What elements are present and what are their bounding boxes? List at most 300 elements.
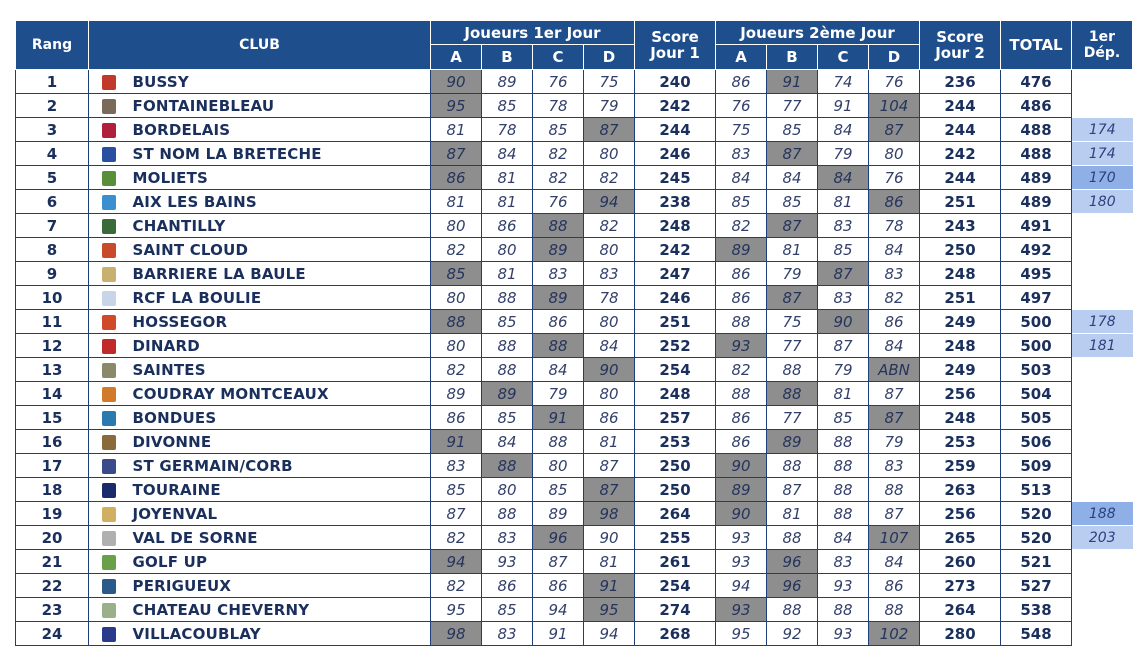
day1-score-d: 90: [584, 358, 635, 382]
table-row: [16, 310, 1133, 334]
day2-score-d: 87: [869, 382, 920, 406]
day1-score-b: 85: [482, 310, 533, 334]
total-score: 489: [1001, 166, 1072, 190]
day1-score-c: 82: [533, 166, 584, 190]
day1-score-b: 93: [482, 550, 533, 574]
score-day1: 248: [635, 382, 716, 406]
day1-score-c: 79: [533, 382, 584, 406]
total-score: 504: [1001, 382, 1072, 406]
day2-score-a: 90: [716, 454, 767, 478]
day2-score-a: 76: [716, 94, 767, 118]
club-logo-cell: [89, 454, 129, 478]
score-day1: 242: [635, 238, 716, 262]
club-name: MOLIETS: [129, 166, 431, 190]
club-name: SAINTES: [129, 358, 431, 382]
day1-score-c: 88: [533, 430, 584, 454]
club-logo-cell: [89, 118, 129, 142]
club-name: CHATEAU CHEVERNY: [129, 598, 431, 622]
club-crest-icon: [102, 219, 116, 234]
score-day2: 244: [920, 166, 1001, 190]
day2-score-a: 83: [716, 142, 767, 166]
day1-score-c: 82: [533, 142, 584, 166]
club-name: DIVONNE: [129, 430, 431, 454]
day2-score-c: 90: [818, 310, 869, 334]
club-logo-cell: [89, 94, 129, 118]
club-logo-cell: [89, 166, 129, 190]
club-logo-cell: [89, 574, 129, 598]
day2-score-d: 107: [869, 526, 920, 550]
first-dep-value: 181: [1072, 334, 1133, 358]
day1-score-a: 91: [431, 430, 482, 454]
day1-score-a: 82: [431, 574, 482, 598]
day1-score-a: 86: [431, 406, 482, 430]
club-logo-cell: [89, 502, 129, 526]
table-body: [16, 70, 1133, 646]
day2-score-b: 91: [767, 70, 818, 94]
club-crest-icon: [102, 315, 116, 330]
rank-cell: 6: [16, 190, 89, 214]
score-day2: 248: [920, 334, 1001, 358]
score-day2: 248: [920, 262, 1001, 286]
day1-score-c: 85: [533, 118, 584, 142]
day2-score-c: 84: [818, 526, 869, 550]
rank-cell: 4: [16, 142, 89, 166]
table-row: [16, 598, 1133, 622]
day1-score-d: 79: [584, 94, 635, 118]
day1-score-d: 80: [584, 142, 635, 166]
club-name: JOYENVAL: [129, 502, 431, 526]
day2-score-c: 87: [818, 262, 869, 286]
first-dep-value: [1072, 382, 1133, 406]
day2-score-c: 83: [818, 214, 869, 238]
day2-score-d: 104: [869, 94, 920, 118]
club-logo-cell: [89, 214, 129, 238]
first-dep-value: 203: [1072, 526, 1133, 550]
day2-score-d: 88: [869, 598, 920, 622]
header-d2-a: A: [716, 45, 767, 70]
club-name: ST GERMAIN/CORB: [129, 454, 431, 478]
rank-cell: 7: [16, 214, 89, 238]
club-crest-icon: [102, 627, 116, 642]
total-score: 505: [1001, 406, 1072, 430]
club-crest-icon: [102, 171, 116, 186]
total-score: 521: [1001, 550, 1072, 574]
score-day2: 244: [920, 94, 1001, 118]
day1-score-a: 80: [431, 214, 482, 238]
score-day2: 253: [920, 430, 1001, 454]
score-day1: 242: [635, 94, 716, 118]
club-crest-icon: [102, 387, 116, 402]
rank-cell: 22: [16, 574, 89, 598]
club-name: HOSSEGOR: [129, 310, 431, 334]
score-day1: 253: [635, 430, 716, 454]
score-day1: 250: [635, 454, 716, 478]
day1-score-a: 83: [431, 454, 482, 478]
score-day1: 264: [635, 502, 716, 526]
day2-score-b: 81: [767, 502, 818, 526]
total-score: 520: [1001, 502, 1072, 526]
rank-cell: 23: [16, 598, 89, 622]
day1-score-c: 96: [533, 526, 584, 550]
first-dep-value: [1072, 238, 1133, 262]
first-dep-value: 178: [1072, 310, 1133, 334]
first-dep-value: [1072, 94, 1133, 118]
day1-score-b: 81: [482, 190, 533, 214]
day2-score-d: 86: [869, 574, 920, 598]
score-day1: 274: [635, 598, 716, 622]
day2-score-a: 86: [716, 70, 767, 94]
day2-score-d: 83: [869, 454, 920, 478]
table-row: [16, 502, 1133, 526]
day2-score-b: 88: [767, 598, 818, 622]
day1-score-d: 94: [584, 622, 635, 646]
first-dep-value: [1072, 214, 1133, 238]
rank-cell: 15: [16, 406, 89, 430]
day2-score-b: 87: [767, 286, 818, 310]
total-score: 520: [1001, 526, 1072, 550]
day1-score-c: 94: [533, 598, 584, 622]
first-dep-value: [1072, 70, 1133, 94]
total-score: 488: [1001, 118, 1072, 142]
day1-score-d: 90: [584, 526, 635, 550]
club-crest-icon: [102, 435, 116, 450]
rank-cell: 8: [16, 238, 89, 262]
day2-score-a: 82: [716, 214, 767, 238]
score-day2: 251: [920, 190, 1001, 214]
day2-score-b: 85: [767, 190, 818, 214]
total-score: 492: [1001, 238, 1072, 262]
club-name: VILLACOUBLAY: [129, 622, 431, 646]
score-day1: 257: [635, 406, 716, 430]
day2-score-c: 88: [818, 478, 869, 502]
club-crest-icon: [102, 147, 116, 162]
score-day2: 244: [920, 118, 1001, 142]
day2-score-c: 81: [818, 382, 869, 406]
day2-score-a: 86: [716, 286, 767, 310]
club-logo-cell: [89, 286, 129, 310]
table-row: [16, 70, 1133, 94]
first-dep-value: 180: [1072, 190, 1133, 214]
day2-score-c: 83: [818, 550, 869, 574]
day2-score-a: 95: [716, 622, 767, 646]
header-first-dep: [1072, 21, 1133, 70]
club-crest-icon: [102, 363, 116, 378]
day2-score-c: 84: [818, 118, 869, 142]
total-score: 488: [1001, 142, 1072, 166]
rank-cell: 24: [16, 622, 89, 646]
day1-score-c: 87: [533, 550, 584, 574]
score-day2: 243: [920, 214, 1001, 238]
first-dep-value: [1072, 598, 1133, 622]
table-row: [16, 286, 1133, 310]
total-score: 527: [1001, 574, 1072, 598]
rank-cell: 10: [16, 286, 89, 310]
day2-score-c: 88: [818, 454, 869, 478]
table-row: [16, 574, 1133, 598]
table-row: [16, 166, 1133, 190]
club-crest-icon: [102, 579, 116, 594]
day2-score-d: 86: [869, 310, 920, 334]
total-score: 497: [1001, 286, 1072, 310]
day2-score-a: 90: [716, 502, 767, 526]
table-row: [16, 382, 1133, 406]
club-logo-cell: [89, 382, 129, 406]
day2-score-d: 84: [869, 334, 920, 358]
score-day2: 264: [920, 598, 1001, 622]
table-row: [16, 262, 1133, 286]
club-crest-icon: [102, 459, 116, 474]
header-score-day2-line2: Jour 2: [935, 44, 985, 62]
club-crest-icon: [102, 507, 116, 522]
rank-cell: 17: [16, 454, 89, 478]
day2-score-a: 94: [716, 574, 767, 598]
day2-score-a: 85: [716, 190, 767, 214]
day2-score-a: 89: [716, 238, 767, 262]
day1-score-a: 98: [431, 622, 482, 646]
day2-score-d: 86: [869, 190, 920, 214]
table-row: [16, 334, 1133, 358]
club-logo-cell: [89, 358, 129, 382]
header-dep-line2: Dép.: [1083, 45, 1121, 61]
table-row: [16, 454, 1133, 478]
day1-score-d: 82: [584, 214, 635, 238]
score-day2: 236: [920, 70, 1001, 94]
day1-score-c: 88: [533, 334, 584, 358]
day1-score-a: 85: [431, 478, 482, 502]
day1-score-b: 88: [482, 454, 533, 478]
day1-score-c: 89: [533, 502, 584, 526]
day1-score-d: 82: [584, 166, 635, 190]
day1-score-d: 81: [584, 550, 635, 574]
club-crest-icon: [102, 603, 116, 618]
day2-score-c: 88: [818, 502, 869, 526]
score-day2: 263: [920, 478, 1001, 502]
header-score-day1-line2: Jour 1: [650, 44, 700, 62]
day1-score-d: 94: [584, 190, 635, 214]
club-logo-cell: [89, 70, 129, 94]
header-d1-b: B: [482, 45, 533, 70]
club-logo-cell: [89, 478, 129, 502]
day2-score-b: 88: [767, 358, 818, 382]
club-logo-cell: [89, 262, 129, 286]
day1-score-a: 81: [431, 190, 482, 214]
day2-score-c: 87: [818, 334, 869, 358]
score-day2: 259: [920, 454, 1001, 478]
day1-score-c: 91: [533, 406, 584, 430]
rank-cell: 1: [16, 70, 89, 94]
table-row: [16, 214, 1133, 238]
day1-score-b: 81: [482, 166, 533, 190]
day2-score-a: 86: [716, 406, 767, 430]
rank-cell: 21: [16, 550, 89, 574]
club-logo-cell: [89, 238, 129, 262]
day2-score-d: 102: [869, 622, 920, 646]
rank-cell: 12: [16, 334, 89, 358]
club-crest-icon: [102, 555, 116, 570]
results-table: [15, 20, 1133, 646]
day1-score-d: 87: [584, 118, 635, 142]
total-score: 548: [1001, 622, 1072, 646]
total-score: 509: [1001, 454, 1072, 478]
table-row: [16, 238, 1133, 262]
score-day1: 251: [635, 310, 716, 334]
day2-score-d: 84: [869, 550, 920, 574]
rank-cell: 3: [16, 118, 89, 142]
score-day2: 256: [920, 382, 1001, 406]
header-d1-d: D: [584, 45, 635, 70]
day2-score-b: 87: [767, 478, 818, 502]
rank-cell: 20: [16, 526, 89, 550]
day2-score-d: 87: [869, 502, 920, 526]
day2-score-c: 79: [818, 358, 869, 382]
day1-score-d: 80: [584, 310, 635, 334]
day2-score-b: 96: [767, 550, 818, 574]
day2-score-d: 84: [869, 238, 920, 262]
score-day1: 254: [635, 358, 716, 382]
total-score: 500: [1001, 310, 1072, 334]
day2-score-d: 79: [869, 430, 920, 454]
total-score: 486: [1001, 94, 1072, 118]
day1-score-d: 95: [584, 598, 635, 622]
club-name: PERIGUEUX: [129, 574, 431, 598]
rank-cell: 14: [16, 382, 89, 406]
first-dep-value: 188: [1072, 502, 1133, 526]
score-day1: 238: [635, 190, 716, 214]
club-logo-cell: [89, 406, 129, 430]
first-dep-value: [1072, 454, 1133, 478]
day1-score-a: 87: [431, 142, 482, 166]
first-dep-value: [1072, 550, 1133, 574]
club-crest-icon: [102, 75, 116, 90]
club-name: TOURAINE: [129, 478, 431, 502]
day1-score-c: 83: [533, 262, 584, 286]
club-name: BARRIERE LA BAULE: [129, 262, 431, 286]
day1-score-d: 75: [584, 70, 635, 94]
day2-score-a: 88: [716, 382, 767, 406]
day1-score-b: 88: [482, 358, 533, 382]
day1-score-b: 85: [482, 406, 533, 430]
day2-score-a: 75: [716, 118, 767, 142]
club-logo-cell: [89, 310, 129, 334]
day2-score-b: 92: [767, 622, 818, 646]
header-d2-d: D: [869, 45, 920, 70]
score-day1: 240: [635, 70, 716, 94]
score-day2: 260: [920, 550, 1001, 574]
header-score-day2: [920, 21, 1001, 70]
day1-score-d: 98: [584, 502, 635, 526]
day1-score-c: 86: [533, 574, 584, 598]
day1-score-b: 89: [482, 382, 533, 406]
club-name: CHANTILLY: [129, 214, 431, 238]
day1-score-d: 81: [584, 430, 635, 454]
day2-score-d: 87: [869, 406, 920, 430]
table-row: [16, 118, 1133, 142]
total-score: 513: [1001, 478, 1072, 502]
club-name: BUSSY: [129, 70, 431, 94]
day2-score-a: 93: [716, 550, 767, 574]
day2-score-b: 87: [767, 142, 818, 166]
day1-score-d: 78: [584, 286, 635, 310]
score-day1: 247: [635, 262, 716, 286]
first-dep-value: [1072, 262, 1133, 286]
day2-score-c: 85: [818, 406, 869, 430]
day1-score-b: 78: [482, 118, 533, 142]
club-crest-icon: [102, 123, 116, 138]
club-crest-icon: [102, 483, 116, 498]
day2-score-b: 88: [767, 382, 818, 406]
day1-score-b: 86: [482, 574, 533, 598]
club-logo-cell: [89, 526, 129, 550]
score-day1: 244: [635, 118, 716, 142]
score-day2: 249: [920, 310, 1001, 334]
day1-score-d: 84: [584, 334, 635, 358]
day1-score-a: 86: [431, 166, 482, 190]
header-total: TOTAL: [1001, 21, 1072, 70]
table-row: [16, 406, 1133, 430]
day2-score-c: 74: [818, 70, 869, 94]
score-day1: 268: [635, 622, 716, 646]
total-score: 495: [1001, 262, 1072, 286]
day1-score-c: 85: [533, 478, 584, 502]
club-crest-icon: [102, 243, 116, 258]
day2-score-c: 83: [818, 286, 869, 310]
club-name: RCF LA BOULIE: [129, 286, 431, 310]
day2-score-d: 80: [869, 142, 920, 166]
score-day2: 249: [920, 358, 1001, 382]
day1-score-b: 83: [482, 526, 533, 550]
score-day1: 250: [635, 478, 716, 502]
club-name: DINARD: [129, 334, 431, 358]
club-name: FONTAINEBLEAU: [129, 94, 431, 118]
club-crest-icon: [102, 291, 116, 306]
day2-score-b: 84: [767, 166, 818, 190]
score-day1: 246: [635, 286, 716, 310]
day1-score-c: 91: [533, 622, 584, 646]
day1-score-b: 85: [482, 94, 533, 118]
club-crest-icon: [102, 531, 116, 546]
table-row: [16, 190, 1133, 214]
score-day1: 255: [635, 526, 716, 550]
first-dep-value: [1072, 622, 1133, 646]
day1-score-a: 87: [431, 502, 482, 526]
first-dep-value: [1072, 478, 1133, 502]
day2-score-b: 88: [767, 454, 818, 478]
score-day2: 280: [920, 622, 1001, 646]
club-name: GOLF UP: [129, 550, 431, 574]
rank-cell: 19: [16, 502, 89, 526]
total-score: 503: [1001, 358, 1072, 382]
day1-score-d: 83: [584, 262, 635, 286]
day2-score-d: 83: [869, 262, 920, 286]
club-name: COUDRAY MONTCEAUX: [129, 382, 431, 406]
club-logo-cell: [89, 142, 129, 166]
club-name: BORDELAIS: [129, 118, 431, 142]
club-logo-cell: [89, 622, 129, 646]
day1-score-b: 88: [482, 334, 533, 358]
day2-score-c: 85: [818, 238, 869, 262]
table-row: [16, 622, 1133, 646]
score-day2: 256: [920, 502, 1001, 526]
day2-score-c: 84: [818, 166, 869, 190]
rank-cell: 9: [16, 262, 89, 286]
day2-score-d: 87: [869, 118, 920, 142]
day2-score-b: 85: [767, 118, 818, 142]
day2-score-c: 93: [818, 622, 869, 646]
day2-score-a: 88: [716, 310, 767, 334]
club-crest-icon: [102, 99, 116, 114]
day1-score-c: 86: [533, 310, 584, 334]
rank-cell: 2: [16, 94, 89, 118]
